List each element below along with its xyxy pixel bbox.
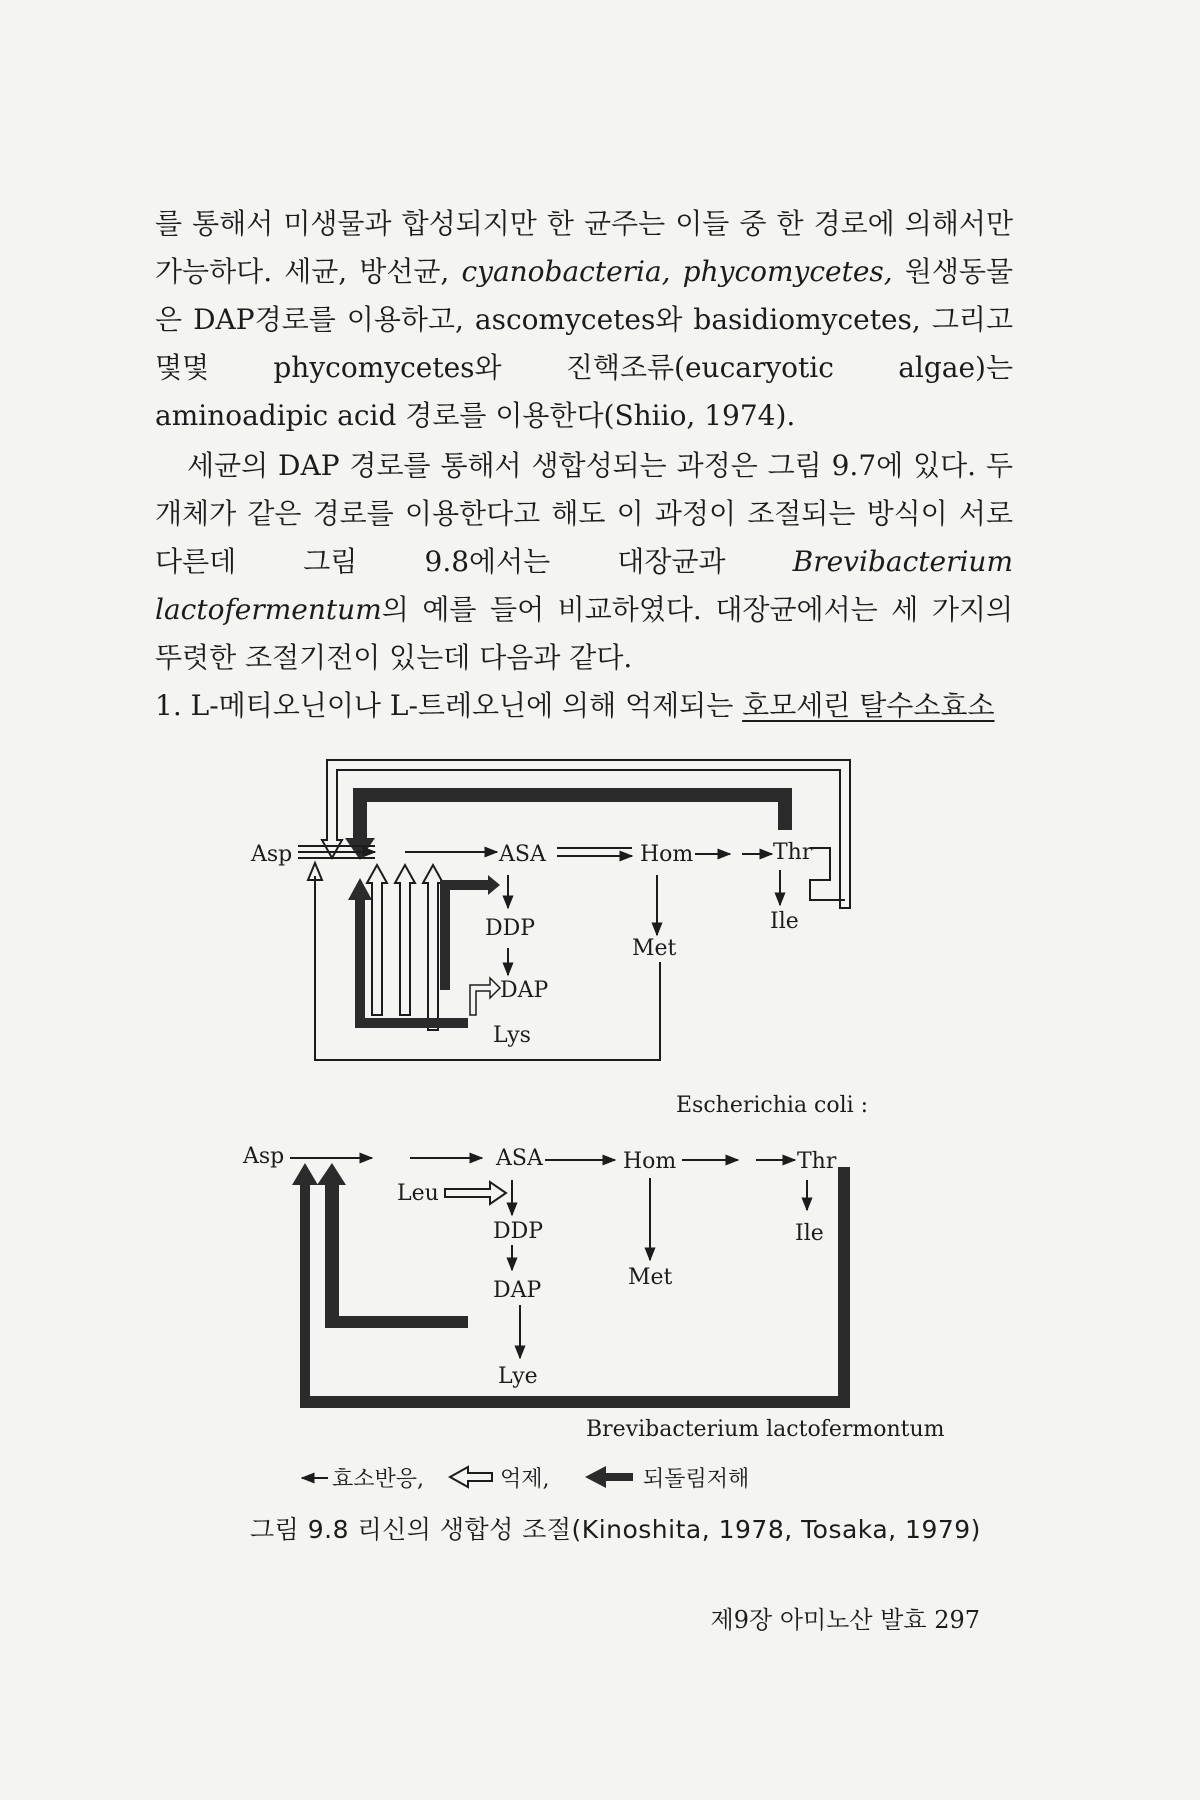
brevi-thr-label: Thr bbox=[797, 1149, 837, 1174]
underlined-term: 호모세린 탈수소효소 bbox=[742, 689, 995, 722]
ecoli-hom-label: Hom bbox=[640, 842, 694, 867]
italic-organism: Brevibacterium lactofermentum bbox=[155, 545, 1013, 626]
ecoli-thr-dark-feedback bbox=[345, 788, 792, 860]
brevi-asa-label: ASA bbox=[496, 1146, 543, 1171]
chapter-title: 제9장 아미노산 발효 bbox=[710, 1606, 927, 1634]
brevi-leu-repression-arrow bbox=[445, 1182, 506, 1204]
italic-organisms: cyanobacteria, phycomycetes, bbox=[461, 255, 893, 288]
ecoli-met-feedback-loop bbox=[315, 876, 660, 1060]
ecoli-asp-label: Asp bbox=[251, 842, 293, 867]
brevi-lys-dark-feedback bbox=[317, 1163, 468, 1328]
ecoli-organism-label: Escherichia coli : bbox=[676, 1093, 869, 1118]
legend-feedback-label: 되돌림저해 bbox=[643, 1467, 750, 1492]
brevi-met-label: Met bbox=[628, 1265, 673, 1290]
paragraph-1: 를 통해서 미생물과 합성되지만 한 균주는 이들 중 한 경로에 의해서만 가능하다. 세균, 방선균, cyanobacteria, phycomycetes, 원생동물은 DAP경로를 이용하고, ascomycetes와 basidiomycetes, 그리고 몇몇 phycomycetes와 진핵조류(eucaryotic algae)는 aminoadipic acid 경로를 이용한다(Shiio, 1974). bbox=[155, 207, 1013, 432]
ecoli-thr-label: Thr bbox=[773, 840, 813, 865]
ecoli-met-label: Met bbox=[632, 936, 677, 961]
ecoli-lys-label: Lys bbox=[493, 1023, 531, 1048]
brevi-organism-label: Brevibacterium lactofermontum bbox=[586, 1417, 945, 1442]
brevi-ile-label: Ile bbox=[795, 1221, 824, 1246]
legend-enzyme-label: 효소반응, bbox=[332, 1467, 425, 1492]
brevi-leu-label: Leu bbox=[397, 1181, 439, 1206]
ecoli-lys-open-feedback-1 bbox=[367, 865, 387, 1015]
brevi-hom-label: Hom bbox=[623, 1149, 677, 1174]
ecoli-dap-label: DAP bbox=[500, 978, 549, 1003]
page-number: 297 bbox=[934, 1606, 980, 1634]
ecoli-ddp-label: DDP bbox=[485, 916, 536, 941]
brevi-ddp-label: DDP bbox=[493, 1219, 544, 1244]
legend-repression-arrow bbox=[450, 1467, 492, 1487]
list-item-1: 1. L-메티오닌이나 L-트레오닌에 의해 억제되는 호모세린 탈수소효소 bbox=[155, 689, 995, 722]
paragraph-2: 세균의 DAP 경로를 통해서 생합성되는 과정은 그림 9.7에 있다. 두 개체가 같은 경로를 이용한다고 해도 이 과정이 조절되는 방식이 서로 다른데 그림 9.8에서는 대장균과 Brevibacterium lactofermentum의 예를 들어 비교하였다. 대장균에서는 세 가지의 뚜렷한 조절기전이 있는데 다음과 같다. bbox=[155, 449, 1013, 674]
ecoli-diagram bbox=[250, 760, 868, 1118]
brevi-lye-label: Lye bbox=[498, 1364, 538, 1389]
figure-caption: 그림 9.8 리신의 생합성 조절(Kinoshita, 1978, Tosaka, 1979) bbox=[250, 1515, 981, 1544]
legend-repression-label: 억제, bbox=[500, 1467, 550, 1492]
ecoli-ile-label: Ile bbox=[770, 909, 799, 934]
brevi-dap-label: DAP bbox=[493, 1278, 542, 1303]
ecoli-lys-open-feedback-2 bbox=[395, 865, 415, 1015]
legend-feedback-arrow bbox=[585, 1466, 633, 1488]
brevi-diagram bbox=[242, 1144, 945, 1442]
figure-legend bbox=[302, 1466, 749, 1492]
ecoli-asa-label: ASA bbox=[499, 842, 546, 867]
ecoli-thr-outer-loop bbox=[322, 760, 850, 908]
brevi-thr-dark-feedback bbox=[292, 1163, 850, 1408]
brevi-asp-label: Asp bbox=[243, 1144, 285, 1169]
page-footer bbox=[680, 1600, 980, 1635]
ecoli-dap-open-arrow bbox=[470, 978, 500, 1015]
